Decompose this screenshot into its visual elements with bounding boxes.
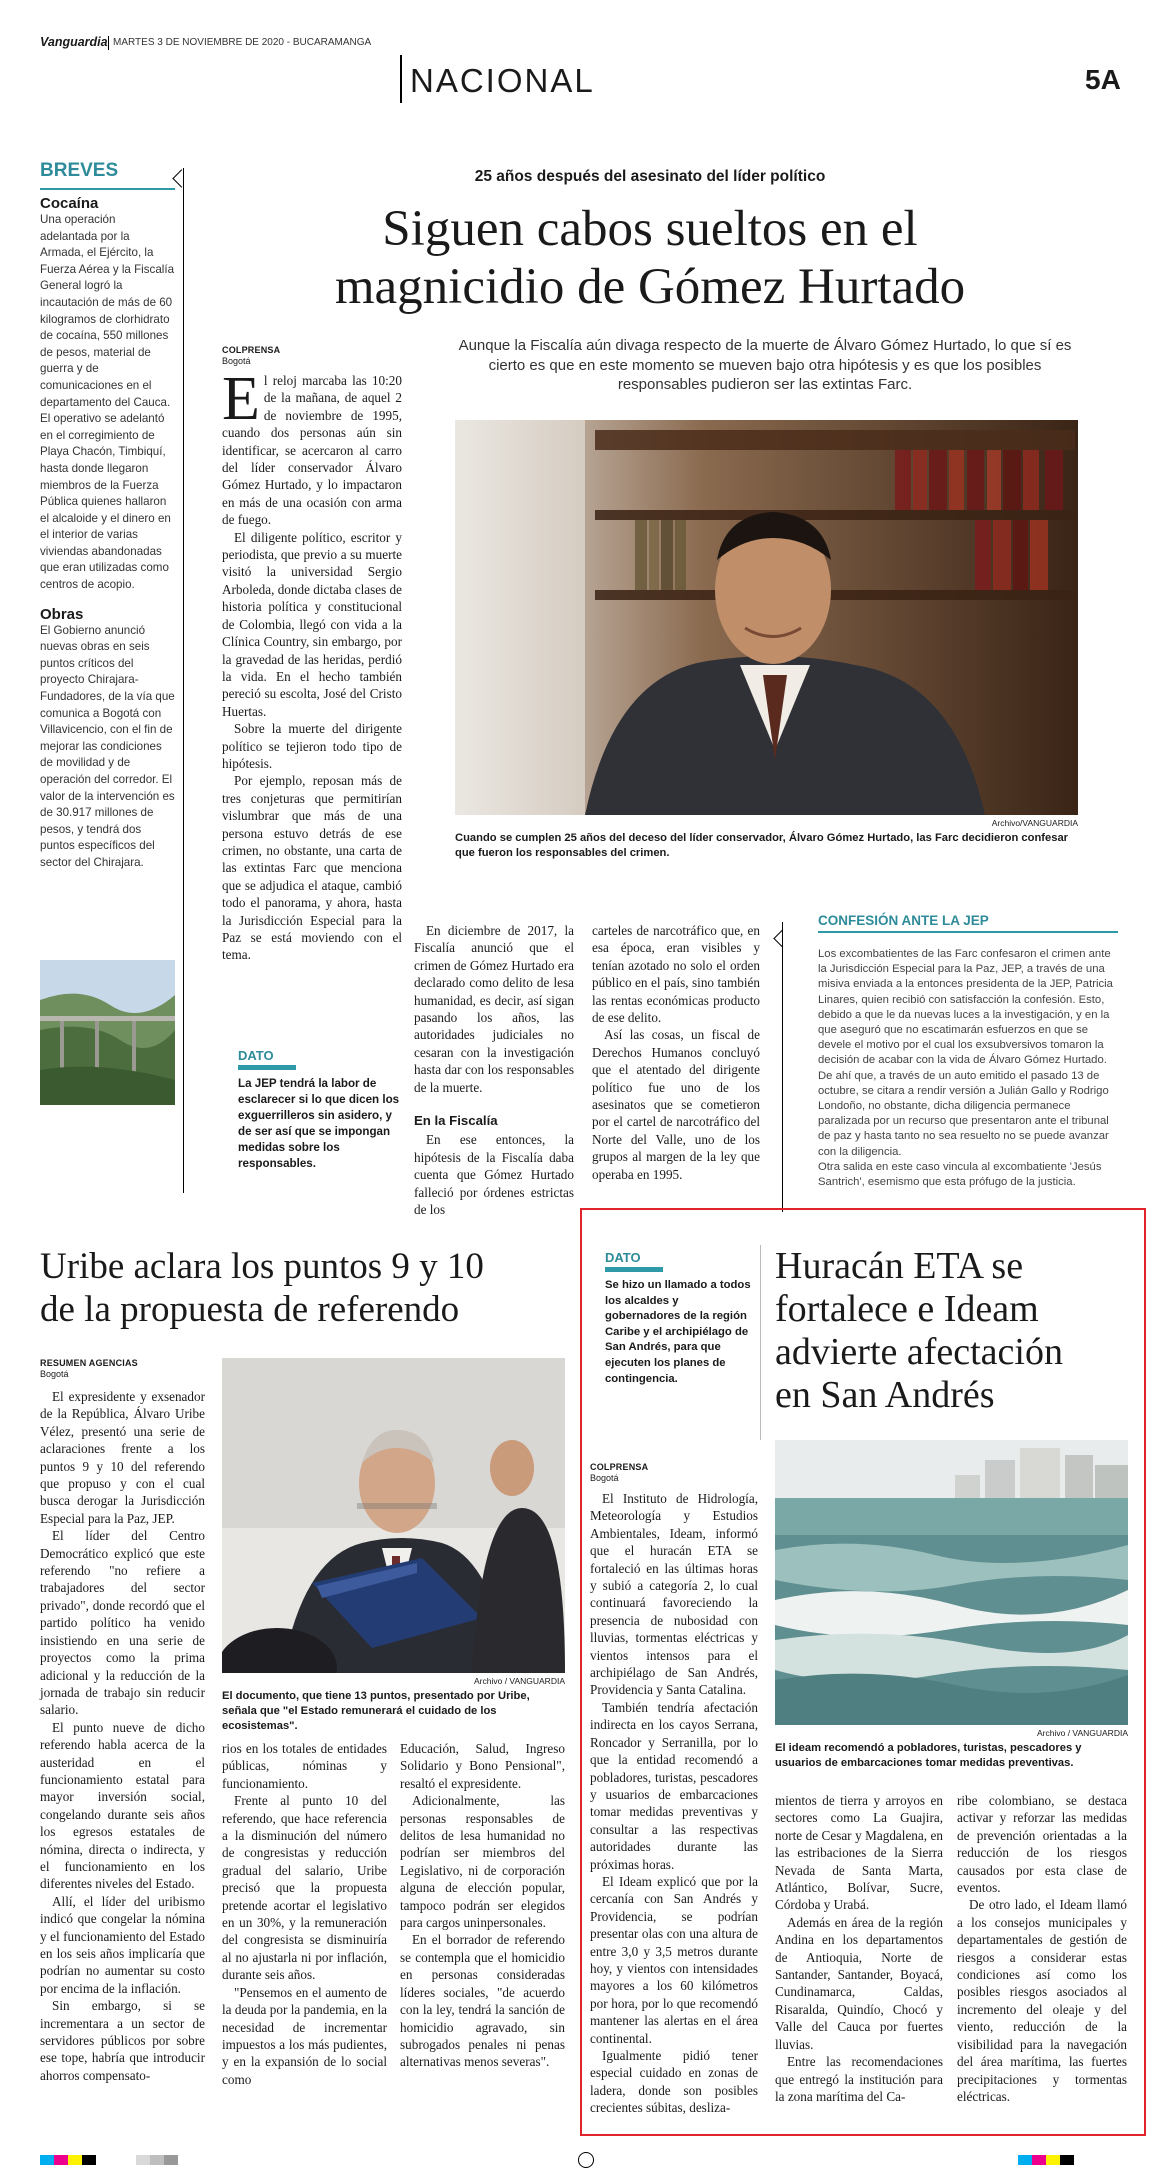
- confesion-title: CONFESIÓN ANTE LA JEP: [818, 913, 989, 928]
- registration-mark: [578, 2152, 594, 2168]
- registration-bar-left: [40, 2155, 178, 2165]
- breves-text-1: Una operación adelantada por la Armada, el Ejército, la Fuerza Aérea y la Fiscalía General logró la incautación de más de 60 kilogramos de clorhidrato de cocaína, 550 millones de pesos, material de guerra y de comunicaciones en el departamento del Cauca. El operativo se adelantó en el corregimiento de Playa Chacón, Timbiquí, hasta donde llegaron miembros de la Fuerza Pública quienes hallaron el alcaloide y el dinero en el interior de varias viviendas abandonadas que eran utilizadas como centros de acopio.: [40, 213, 175, 592]
- eta-headline-line-1: Huracán ETA se: [775, 1245, 1024, 1287]
- eta-headline: [775, 1245, 1135, 1417]
- uribe-col1: [40, 1388, 205, 2084]
- eta-col1-p2: También tendría afectación indirecta en los cayos Serrana, Roncador y Serranilla, por lo que la entidad recomendó a pobladores, turistas, pescadores y usuarios de embarcaciones tomar medidas preventivas y consultar a las respectivas autoridades durante las próximas horas.: [590, 1699, 758, 1872]
- main-col3-p2: Así las cosas, un fiscal de Derechos Humanos concluyó que el atentado del dirigente político fue uno de los asesinatos que se cometieron por el cartel de narcotráfico del Norte del Valle, uno de los grupos al margen de la ley que operaba en 1995.: [592, 1027, 760, 1182]
- main-col3-p1: carteles de narcotráfico que, en esa época, eran visibles y tenían azotado no solo el orden público en el país, sino también las rentas económicas producto de ese delito.: [592, 923, 760, 1026]
- main-col1-p2: El diligente político, escritor y periodista, que previo a su muerte visitó la universidad Sergio Arboleda, donde dictaba clases de historia política y constitucional de Colombia, llegó con vida a la Clínica Country, sin embargo, por la gravedad de las heridas, perdió la vida. En el hecho también pereció su escolta, José del Cristo Huertas.: [222, 529, 402, 719]
- uribe-col3-p3: En el borrador de referendo se contempla que el homicidio en personas consideradas líderes sociales, "de acuerdo con la ley, tendrá la sanción de homicidio agravado, sin subrogados penales ni penas alternativas menos severas".: [400, 1932, 565, 2070]
- eta-caption: El ideam recomendó a pobladores, turistas, pescadores y usuarios de embarcaciones tomar medidas preventivas.: [775, 1742, 1082, 1769]
- breves-title-rule: [40, 188, 175, 190]
- eta-col3-p2: De otro lado, el Ideam llamó a los consejos municipales y departamentales de gestión de riesgos a considerar estas condiciones así como los posibles riesgos asociados al incremento del oleaje y del viento, reducción de la visibilidad para la navegación del área marítima, las fuertes precipitaciones y tormentas eléctricas.: [957, 1897, 1127, 2104]
- main-caption: Cuando se cumplen 25 años del deceso del líder conservador, Álvaro Gómez Hurtado, las Farc decidieron confesar que fueron los responsables del crimen.: [455, 832, 1069, 859]
- uribe-col3: [400, 1740, 565, 2071]
- main-photo-credit: Archivo/VANGUARDIA: [991, 818, 1078, 828]
- eta-byline-city: Bogotá: [590, 1473, 619, 1483]
- eta-col3-p1: ribe colombiano, se destaca activar y reforzar las medidas de prevención orientadas a la reducción de los riesgos causados por esta clase de eventos.: [957, 1793, 1127, 1896]
- main-dato-label: DATO: [238, 1048, 274, 1063]
- main-col1-p3: Sobre la muerte del dirigente político se tejieron todo tipo de hipótesis.: [222, 721, 402, 771]
- uribe-col3-p1: Educación, Salud, Ingreso Solidario y Bono Pensional", resaltó el expresidente.: [400, 1741, 565, 1791]
- eta-col1-p3: El Ideam explicó que por la cercanía con San Andrés y Providencia, se podrían presentar olas con una altura de entre 3,0 y 3,5 metros durante hoy, y vientos con intensidades mayores a los 60 kilómetros por hora, por lo que recomendó mantener las alertas en el área continental.: [590, 1873, 758, 2046]
- uribe-col1-p2: El líder del Centro Democrático explicó que este referendo "no refiere a trabajadores del sector privado", donde recordó que el partido político ha venido insistiendo en una serie de proyectos como la prima adicional y la reducción de la jornada de trabajo sin reducir salario.: [40, 1528, 205, 1718]
- eta-dato-divider: [760, 1245, 761, 1440]
- eta-dato-text: Se hizo un llamado a todos los alcaldes y gobernadores de la región Caribe y el archipiélago de San Andrés, para que ejecuten los planes de contingencia.: [605, 1279, 751, 1385]
- uribe-col2-p3: "Pensemos en el aumento de la deuda por la pandemia, en la necesidad de incrementar impuestos a los más pudientes, y en la expansión de lo social como: [222, 1984, 387, 2087]
- eta-col1-p1: El Instituto de Hidrología, Meteorología y Estudios Ambientales, Ideam, informó que el huracán ETA se fortaleció en las últimas horas y subió a categoría 2, lo cual continuará favoreciendo la presencia de nubosidad con lluvias, tormentas eléctricas y vientos intensos para el archipiélago de San Andrés, Providencia y Santa Catalina.: [590, 1491, 758, 1698]
- breves-text-2: El Gobierno anunció nuevas obras en seis puntos críticos del proyecto Chirajara-Fundadores, de la vía que comunica a Bogotá con Villavicencio, con el fin de mejorar las condiciones de movilidad y de operación del corredor. El valor de la intervención es de 30.917 millones de pesos, y tendrá dos puntos específicos del sector del Chirajara.: [40, 623, 175, 869]
- breves-heading-1: Cocaína: [40, 195, 99, 212]
- breves-bracket-tick: [172, 169, 190, 187]
- eta-photo: [775, 1440, 1128, 1725]
- breves-heading-2: Obras: [40, 605, 84, 623]
- main-col2-p2: En ese entonces, la hipótesis de la Fiscalía daba cuenta que Gómez Hurtado falleció por órdenes estrictas de los: [414, 1132, 574, 1218]
- eta-col2: [775, 1792, 943, 2105]
- breves-photo: [40, 960, 175, 1105]
- uribe-col1-p4: Allí, el líder del uribismo indicó que congelar la nómina y el funcionamiento del Estado en los seis años implicaría que podrían no aumentar su costo por encima de la inflación.: [40, 1893, 205, 1996]
- main-dato-box: [238, 1048, 403, 1172]
- uribe-byline-city: Bogotá: [40, 1369, 69, 1379]
- breves-bracket: [183, 168, 184, 1193]
- confesion-title-rule: [818, 931, 1118, 933]
- confesion-p2: De ahí que, a través de un auto emitido el pasado 13 de octubre, se citara a rendir versión a Julián Gallo y Rodrigo Londoño, no obstante, dicha diligencia permanece paralizada por un recurso que presentaron ante el tribunal de paz y hasta tanto no sea resuelto no se puede avanzar con la diligencia.: [818, 1069, 1109, 1158]
- uribe-byline: [40, 1358, 138, 1380]
- eta-photo-credit: Archivo / VANGUARDIA: [1036, 1728, 1128, 1738]
- eta-col2-p1: mientos de tierra y arroyos en sectores como La Guajira, norte de Cesar y Magdalena, en las estribaciones de la Sierra Nevada de Santa Marta, Atlántico, Bolívar, Sucre, Córdoba y Urabá.: [775, 1793, 943, 1913]
- uribe-col2-p1: rios en los totales de entidades públicas, nóminas y funcionamiento.: [222, 1741, 387, 1791]
- section-divider: [400, 55, 402, 103]
- uribe-byline-agency: RESUMEN AGENCIAS: [40, 1358, 138, 1368]
- uribe-headline-line-2: de la propuesta de referendo: [40, 1289, 460, 1330]
- eta-dato-bar: [605, 1267, 663, 1272]
- uribe-col1-p1: El expresidente y exsenador de la República, Álvaro Uribe Vélez, presentó una serie de aclaraciones frente a los puntos 9 y 10 del referendo que propuso y con el cual busca derogar la Jurisdicción Especial para la Paz, JEP.: [40, 1389, 205, 1526]
- eta-col1-p4: Igualmente pidió tener especial cuidado en zonas de ladera, donde son posibles crecientes súbitas, desliza-: [590, 2048, 758, 2116]
- main-dato-bar: [238, 1065, 296, 1070]
- main-dato-text: La JEP tendrá la labor de esclarecer si lo que dicen los exguerrilleros sin asidero, y de ser así que se impongan medidas sobre los responsables.: [238, 1077, 400, 1170]
- masthead-brand: Vanguardia: [40, 35, 108, 49]
- uribe-caption: El documento, que tiene 13 puntos, presentado por Uribe, señala que "el Estado remunerará el cuidado de los ecosistemas".: [222, 1690, 530, 1732]
- uribe-col1-p5: Sin embargo, si se incrementara a un sector de servidores públicos por sobre ese tope, habría que introducir ahorros compensato-: [40, 1998, 205, 2083]
- main-col2-p1: En diciembre de 2017, la Fiscalía anunció que el crimen de Gómez Hurtado era declarado como delito de lesa humanidad, es decir, así sigan pasando los años, las autoridades judiciales no cesaran con la investigación hasta dar con los responsables de la muerte.: [414, 923, 574, 1095]
- eta-byline: [590, 1462, 648, 1484]
- eta-col2-p3: Entre las recomendaciones que entregó la institución para la zona marítima del Ca-: [775, 2054, 943, 2104]
- main-kicker: 25 años después del asesinato del líder político: [474, 168, 826, 185]
- confesion-p3: Otra salida en este caso vincula al excombatiente 'Jesús Santrich', esemismo que esta prófugo de la justicia.: [818, 1160, 1102, 1189]
- main-headline-line-2: magnicidio de Gómez Hurtado: [334, 259, 966, 315]
- eta-dato-label: DATO: [605, 1250, 641, 1265]
- main-dropcap: E: [222, 365, 260, 433]
- main-col3: [592, 922, 760, 1183]
- main-byline: [222, 345, 280, 367]
- uribe-col1-p3: El punto nueve de dicho referendo habla acerca de la austeridad en el funcionamiento estatal para mayor inversión social, congelando durante seis años los egresos estatales de nómina, directa o indirecta, y el funcionamiento en los diferentes niveles del Estado.: [40, 1719, 205, 1892]
- main-byline-city: Bogotá: [222, 356, 251, 366]
- main-col2: [414, 922, 574, 1219]
- sidebar-bracket-tick: [773, 929, 791, 947]
- main-subhead: En la Fiscalía: [414, 1113, 498, 1129]
- breves-column: [40, 160, 175, 872]
- registration-bar-right: [1018, 2155, 1074, 2165]
- main-headline-line-1: Siguen cabos sueltos en el: [382, 201, 918, 257]
- main-col1-p4: Por ejemplo, reposan más de tres conjeturas que permitirían vislumbrar que más de una persona estuvo detrás de ese crimen, no obstante, una carta de las extintas Farc que menciona que se adjudica el ataque, cambió todo el panorama, y ahora, hasta la Jurisdicción Especial para la Paz se está moviendo con el tema.: [222, 773, 402, 963]
- page-number: 5A: [1085, 64, 1121, 95]
- breves-title: BREVES: [40, 160, 119, 181]
- eta-dato-box: [605, 1250, 753, 1387]
- uribe-headline: [40, 1245, 580, 1331]
- eta-byline-agency: COLPRENSA: [590, 1462, 649, 1472]
- confesion-p1: Los excombatientes de las Farc confesaron el crimen ante la Jurisdicción Especial para la Paz, JEP, a través de una misiva enviada a la entonces presidenta de la JEP, Patricia Linares, quien recibió con satisfacción la confesión. Esto, debido a que le da nuevas luces a la investigación, y en la que aseguró que no escatimarán esfuerzos en que se devele el motivo por el cual los exsubversivos tomaron la decisión de acabar con la vida de Álvaro Gómez Hurtado.: [818, 948, 1113, 1067]
- eta-headline-line-4: en San Andrés: [775, 1374, 995, 1416]
- main-col1: El reloj marcaba las 10:20 de la mañana, de aquel 2 de noviembre de 1995, cuando dos personas aún sin identificar, se acercaron al carro del líder conservador Álvaro Gómez Hurtado, y lo impactaron en más de una ocasión con arma de fuego. El diligente político, escritor y periodista, que previo a su muerte visitó la universidad Sergio Arboleda, donde dictaba clases de historia política y constitucional de Colombia, llegó con vida a la Clínica Country, sin embargo, por la gravedad de las heridas, perdió la vida. En el hecho también pereció su escolta, José del Cristo Huertas. Sobre la muerte del dirigente político se tejieron todo tipo de hipótesis. Por ejemplo, reposan más de tres conjeturas que permitirían vislumbrar que más de una persona estuvo detrás de ese crimen, no obstante, una carta de las extintas Farc que menciona que se adjudica el ataque, cambió todo el panorama, y ahora, hasta la Jurisdicción Especial para la Paz se está moviendo con el tema.: [222, 365, 402, 963]
- uribe-photo-credit: Archivo / VANGUARDIA: [473, 1676, 565, 1686]
- eta-headline-line-2: fortalece e Ideam: [775, 1288, 1039, 1330]
- sidebar-bracket: [782, 922, 783, 1212]
- confesion-sidebar: [818, 913, 1118, 1190]
- main-headline: [200, 200, 1100, 316]
- main-deck: Aunque la Fiscalía aún divaga respecto de la muerte de Álvaro Gómez Hurtado, lo que sí es cierto es que en este momento se mueven bajo otra hipótesis y es que los posibles responsables pudieron ser las extintas Farc.: [458, 337, 1072, 393]
- confesion-text: [818, 947, 1118, 1190]
- main-photo: [455, 420, 1078, 815]
- eta-headline-line-3: advierte afectación: [775, 1331, 1063, 1373]
- uribe-photo: [222, 1358, 565, 1673]
- dateline: MARTES 3 DE NOVIEMBRE DE 2020 - BUCARAMANGA: [113, 37, 372, 48]
- dateline-divider: [108, 36, 109, 50]
- eta-col1: [590, 1490, 758, 2117]
- uribe-col2: [222, 1740, 387, 2088]
- eta-col2-p2: Además en área de la región Andina en los departamentos de Antioquia, Norte de Santander, Santander, Boyacá, Cundinamarca, Caldas, Risaralda, Quindío, Chocó y Valle del Cauca por fuertes lluvias.: [775, 1914, 943, 2052]
- uribe-col2-p2: Frente al punto 10 del referendo, que hace referencia a la disminución del número de congresistas y reducción gradual del salario, Uribe precisó que la propuesta pretende acortar el legislativo en un 30%, y la remuneración del congresista se disminuiría al no ajustarla ni por inflación, durante seis años.: [222, 1793, 387, 1983]
- eta-col3: [957, 1792, 1127, 2105]
- section-title: NACIONAL: [410, 62, 595, 99]
- uribe-headline-line-1: Uribe aclara los puntos 9 y 10: [40, 1246, 484, 1287]
- uribe-col3-p2: Adicionalmente, las personas responsables de delitos de lesa humanidad no podrían ser miembros del Legislativo, ni de corporación alguna de elección popular, tampoco podrán ser elegidos para cargos uninpersonales.: [400, 1793, 565, 1931]
- main-byline-agency: COLPRENSA: [222, 345, 281, 355]
